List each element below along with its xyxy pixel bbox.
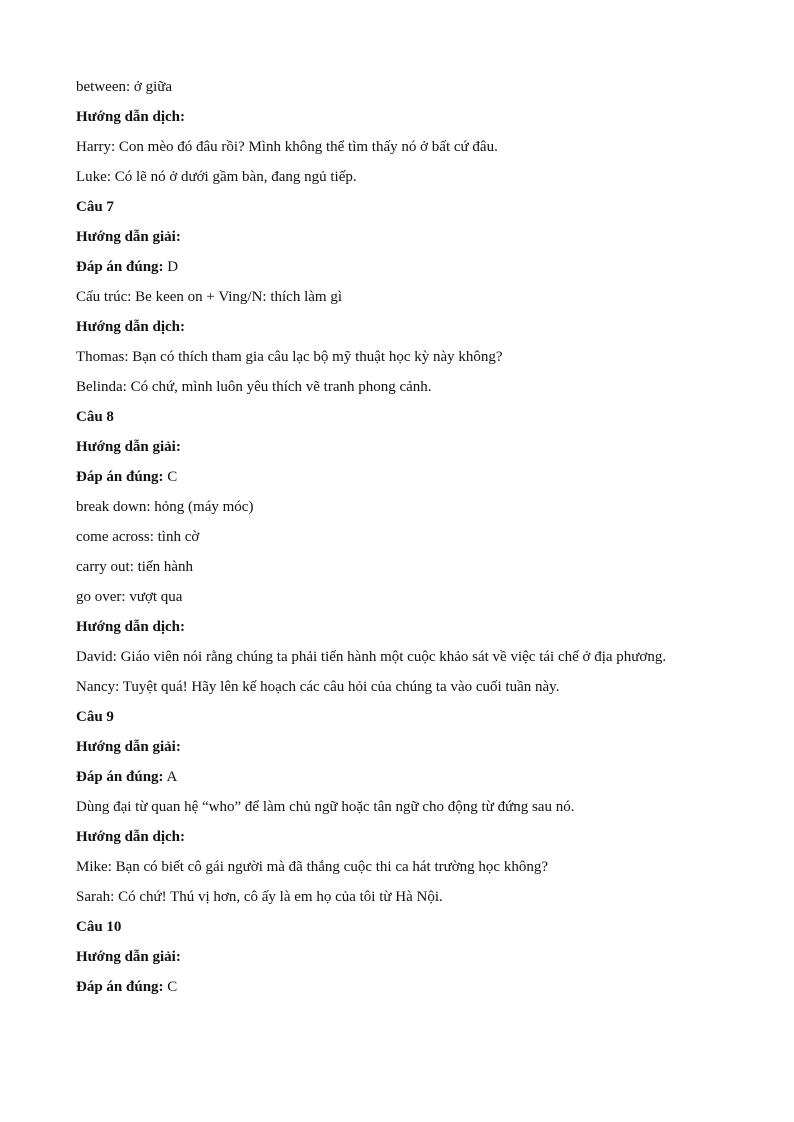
paragraph-text: Sarah: Có chứ! Thú vị hơn, cô ấy là em họ của tôi từ Hà Nội. xyxy=(76,889,443,905)
paragraph-text: Cấu trúc: Be keen on + Ving/N: thích làm gì xyxy=(76,289,342,305)
answer-value: C xyxy=(163,469,178,485)
answer-line xyxy=(76,466,726,496)
paragraph-text: Nancy: Tuyệt quá! Hãy lên kế hoạch các câu hỏi của chúng ta vào cuối tuần này. xyxy=(76,679,560,695)
answer-line xyxy=(76,256,726,286)
section-heading: Câu 7 xyxy=(76,199,114,215)
paragraph-text: go over: vượt qua xyxy=(76,589,183,605)
section-heading: Hướng dẫn dịch: xyxy=(76,829,186,845)
document-page xyxy=(76,76,726,1006)
paragraph-text: Belinda: Có chứ, mình luôn yêu thích vẽ tranh phong cảnh. xyxy=(76,379,432,395)
section-heading: Hướng dẫn giải: xyxy=(76,739,181,755)
section-heading: Câu 9 xyxy=(76,709,114,725)
answer-value: C xyxy=(163,979,178,995)
answer-label: Đáp án đúng: xyxy=(76,769,164,785)
section-heading: Hướng dẫn dịch: xyxy=(76,109,186,125)
section-heading: Hướng dẫn giải: xyxy=(76,439,181,455)
paragraph-text: carry out: tiến hành xyxy=(76,559,194,575)
answer-value: A xyxy=(163,769,178,785)
paragraph-text: break down: hỏng (máy móc) xyxy=(76,499,254,515)
paragraph-text: Dùng đại từ quan hệ “who” để làm chủ ngữ hoặc tân ngữ cho động từ đứng sau nó. xyxy=(76,799,575,815)
answer-line xyxy=(76,766,726,796)
section-heading: Hướng dẫn dịch: xyxy=(76,619,186,635)
section-heading: Hướng dẫn dịch: xyxy=(76,319,186,335)
answer-line xyxy=(76,976,726,1006)
answer-label: Đáp án đúng: xyxy=(76,979,164,995)
paragraph-text: Luke: Có lẽ nó ở dưới gầm bàn, đang ngủ tiếp. xyxy=(76,169,357,185)
section-heading: Câu 10 xyxy=(76,919,122,935)
answer-label: Đáp án đúng: xyxy=(76,259,164,275)
paragraph-text: Thomas: Bạn có thích tham gia câu lạc bộ mỹ thuật học kỳ này không? xyxy=(76,349,503,365)
section-heading: Hướng dẫn giải: xyxy=(76,949,181,965)
answer-value: D xyxy=(163,259,179,275)
paragraph-text: come across: tình cờ xyxy=(76,529,200,545)
section-heading: Hướng dẫn giải: xyxy=(76,229,181,245)
section-heading: Câu 8 xyxy=(76,409,114,425)
paragraph-text: David: Giáo viên nói rằng chúng ta phải tiến hành một cuộc khảo sát về việc tái chế ở địa phương. xyxy=(76,649,667,665)
paragraph-text: between: ở giữa xyxy=(76,79,173,95)
paragraph-text: Harry: Con mèo đó đâu rồi? Mình không thể tìm thấy nó ở bất cứ đâu. xyxy=(76,139,498,155)
answer-label: Đáp án đúng: xyxy=(76,469,164,485)
paragraph-text: Mike: Bạn có biết cô gái người mà đã thắng cuộc thi ca hát trường học không? xyxy=(76,859,548,875)
